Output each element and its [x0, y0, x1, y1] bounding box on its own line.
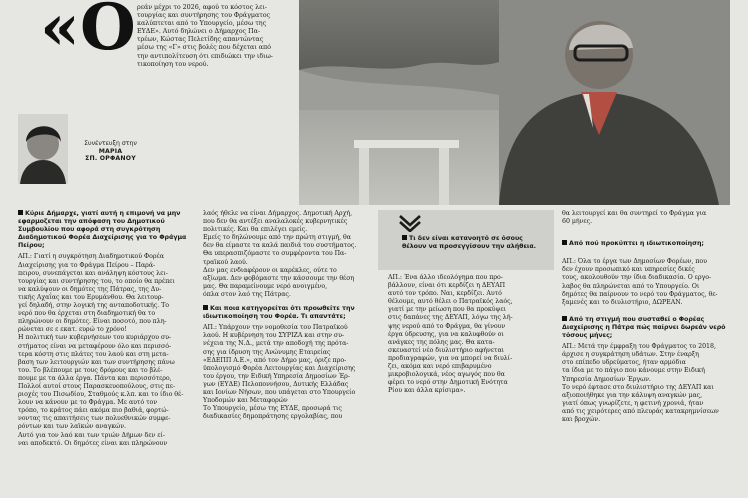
- answer-line: λαβος θα πληρώνεται από το Υπουργείο. Οι: [562, 282, 700, 290]
- answer-line: ΑΠ.: Ένα άλλο ιδεολόγημα που προ-: [388, 274, 503, 281]
- byline-name: ΜΑΡΙΑ: [98, 147, 123, 155]
- mayor-photo: [299, 0, 730, 205]
- square-bullet-icon: [203, 305, 208, 310]
- square-bullet-icon: [562, 316, 567, 321]
- byline-label: Συνέντευξη στην: [84, 140, 137, 147]
- answer-line: ΑΠ.: Όλα το έργα των Δημοσίων Φορέων, που: [562, 258, 707, 266]
- byline: [73, 140, 148, 163]
- answer-line: λουν να κάνουν με το Φράγμα. Με αυτό τον: [18, 399, 158, 407]
- answer-line: προδιαγραφών, για να μπορεί να διυλί-: [388, 354, 513, 362]
- answer-line: νέχεια της Ν.Δ., μετά την αποδοχή της πρότα-: [203, 340, 349, 348]
- answer-line: Εμείς το δηλώνουμε από την πρώτη στιγμή, θα: [203, 234, 351, 242]
- answer-line: διαδικασίες δημοπράτησης εργολαβίας, που: [203, 413, 343, 421]
- answer-line: και Ιονίων Νήσων, που υπάγεται στο Υπουργείο: [203, 388, 356, 396]
- answer-line: σης για ίδρυση της Ανώνυμης Εταιρείας: [203, 348, 331, 356]
- answer-line: Το Υπουργείο, μέσω της ΕΥΔΕ, προσωρά τις: [203, 405, 342, 413]
- highlight-question-box: [378, 210, 554, 270]
- answer-1: [18, 253, 196, 447]
- answer-5: [562, 343, 740, 424]
- answer-line: αυτό τον τρόπο. Ναι, κερδίζει. Αυτό: [388, 290, 502, 298]
- answer-line: γιατί όπως γνωρίζετε, η φετινή χρονιά, ήταν: [562, 399, 704, 407]
- answer-line: τους, ακολουθούν την ίδια διαδικασία. Ο εργο-: [562, 274, 712, 282]
- answer-line: Δεν μας ενδιαφέρουν οι καρέκλες, ούτε το: [203, 266, 337, 274]
- answer-line: να καλύψουν οι δημότες της Πάτρας, της Δυ-: [18, 285, 162, 293]
- answer-line: Πολλοί αυτοί στους Παρασκευοπούλους, στις πε-: [18, 382, 176, 390]
- answer-line: ρόντων και των λαϊκών αναγκών.: [18, 423, 126, 431]
- answer-line: Αυτό για τον λαό και των τριών Δήμων δεν εί-: [18, 431, 165, 439]
- answer-line: μας. Θα παραμείνουμε νερό ανοιγμένο,: [203, 282, 328, 290]
- answer-line: 60 μήνες.: [562, 218, 593, 226]
- answer-line: όπλα στον λαό της Πάτρας.: [203, 290, 291, 298]
- answer-line: πειρου, συνεπάγεται και ανάληψη κόστους λει-: [18, 269, 168, 277]
- answer-line: ϋπολογισμό Φορέα Λειτουργίας και Διαχείρισης: [203, 364, 356, 372]
- question-4: Από πού προκύπτει η ιδιωτικοποίηση;: [562, 240, 740, 248]
- intro-line: καλύπτεται από το Υπουργείο, μέσω της: [137, 19, 267, 28]
- answer-line: από τις χειρότερες από πλευράς κατακρημνίσεων: [562, 407, 719, 415]
- column-1: [18, 210, 196, 448]
- question-2: Και ποια κατηγορείται ότι προωθείτε την ιδιωτικοποίηση του Φορέα. Τι απαντάτε;: [203, 305, 355, 321]
- answer-line: έργα ύδρευσης, για να καλυφθούν οι: [388, 330, 504, 338]
- answer-line: του έργου, την Ειδική Υπηρεσία Δημοσίων Έρ-: [203, 372, 350, 380]
- answer-line: Ρίου και άλλα κρίσιμα».: [388, 387, 466, 395]
- answer-line: τερα κόστη στις πλάτες του λαού και στη μετα-: [18, 350, 169, 358]
- chevron-down-icon: [398, 214, 422, 232]
- answer-line: ρώνεται σε ε εκατ. ευρώ το χρόνο!: [18, 326, 127, 334]
- answer-line: και βροχών.: [562, 415, 601, 423]
- square-bullet-icon: [402, 235, 407, 240]
- answer-line: στήματος είναι να μεταφέρουν όλο και περισσό-: [18, 342, 172, 350]
- answer-line: τα ίδια με το πάγιο που κάνουμε στην Ειδική: [562, 367, 705, 375]
- answer-line: ριοχές του Πισωδίου, Σταθμούς κ.λπ. και το ίδιο θέ-: [18, 391, 184, 399]
- answer-line: φέρει το νερό στην Δημοτική Ενότητα: [388, 379, 508, 387]
- question-3: Τι δεν είναι κατανοητό σε όσους θέλουν να προσεγγίσουν την αλήθεια.: [402, 235, 536, 251]
- answer-line: γων (ΕΥΔΕ) Πελοποννήσου, Δυτικής Ελλάδας: [203, 380, 349, 388]
- answer-line: τρόπο, το κράτος πάει ακόμα πιο βαθιά, φορτώ-: [18, 407, 169, 415]
- answer-line: ξαμενές και το διυλιστήριο, ΔΩΡΕΑΝ.: [562, 298, 683, 306]
- answer-line: τραϊκού λαού.: [203, 258, 248, 266]
- question-5: Από τη στιγμή που συσταθεί ο Φορέας Διαχείρισης η Πάτρα πώς παίρνει δωρεάν νερό τόσους μήνες;: [562, 315, 726, 340]
- answer-continued: [562, 210, 740, 226]
- answer-line: δεν θα είμαστε τα καλά παιδιά του συστήματος.: [203, 242, 357, 250]
- answer-line: πληρώνουν οι δημότες. Είναι ποσοτό, που πλη-: [18, 318, 167, 326]
- answer-line: τουργίας και συντήρησης του, το οποίο θα πρέπει: [18, 277, 175, 285]
- answer-line: λαού. Η κυβέρνηση του ΣΥΡΙΖΑ και στην συ-: [203, 332, 345, 340]
- intro-paragraph: [137, 3, 295, 68]
- answer-line: Η πολιτική των κυβερνήσεων του κυριάρχου συ-: [18, 334, 171, 342]
- answer-line: βαση των λειτουργιών και των συντήρησης πάνω: [18, 358, 175, 366]
- square-bullet-icon: [18, 210, 23, 215]
- answer-4: [562, 258, 740, 307]
- byline-surname: ΣΠ. ΟΡΦΑΝΟΥ: [85, 155, 136, 163]
- square-bullet-icon: [562, 240, 567, 245]
- answer-line: ζει, ακόμα και νερό επιβαρυμένο: [388, 363, 492, 371]
- column-2: [203, 210, 371, 421]
- answer-line: αξιοποιήθηκε για την κάλυψη αναγκών μας,: [562, 391, 703, 399]
- question-1: Κύριε Δήμαρχε, γιατί αυτή η επιμονή να μην εφαρμοζεται την απόφαση του Δημοτικού Συμβουλίου που αφορά στη συγκρότηση Διαδημοτικού Φορέα Διαχείρισης για το Φράγμα Πείρου;: [18, 210, 187, 250]
- intro-line: τρέων, Κώστας Πελετίδης απαντώντας: [137, 35, 264, 44]
- answer-line: λαός ήθελε να είναι Δήμαρχος. Δημοτική Αρχή,: [203, 210, 353, 217]
- answer-line: Διαχείρισης για το Φράγμα Πείρου – Παρά-: [18, 261, 156, 269]
- intro-line: ΕΥΔΕ». Αυτό δηλώνει ο Δήμαρχος Πα-: [137, 27, 260, 36]
- opening-quote-mark: «Ο: [40, 0, 136, 65]
- answer-continued: [203, 210, 371, 299]
- answer-line: τικής Αχαΐας και του Ερυμάνθου. Θα λειτουρ-: [18, 293, 164, 301]
- intro-line: τικοποίηση του νερού.: [137, 59, 209, 68]
- intro-line: την αντιπολίτευση ότι επιδιώκει την ιδιω-: [137, 51, 273, 60]
- mayor-photo-illustration: [299, 0, 730, 205]
- answer-line: μικροβιολογικά, νέος αγωγός που θα: [388, 371, 505, 379]
- answer-line: στο επίπεδο υδρεύματος, ήταν αρμόδια: [562, 359, 686, 367]
- answer-line: του. Το βλέπουμε με τους δρόμους και το βλέ-: [18, 366, 163, 374]
- answer-line: Υποδομών και Μεταφορών: [203, 397, 288, 405]
- answer-line: «ΕΔΕΠΠ Α.Ε.», από τον Δήμο μας, όριζε προ-: [203, 356, 347, 364]
- answer-line: θα λειτουργεί και θα συντηρεί το Φράγμα για: [562, 210, 707, 217]
- column-4: [562, 210, 740, 424]
- answer-line: γεί δηλαδή, στην λογική της ανταποδοτικής. Το: [18, 302, 170, 310]
- answer-line: ναι αποδεκτό. Οι δημότες είναι και πληρώνουν: [18, 439, 168, 447]
- answer-line: ΑΠ.: Υπάρχουν την νομοθεσία του Πατραϊκού: [203, 324, 348, 332]
- answer-line: σκευαστεί νέο διυλιστήριο αφήνεται: [388, 346, 505, 354]
- answer-line: άρχισε η συγκράτηση υδάτων. Στην έναρξη: [562, 351, 699, 359]
- answer-line: Υπηρεσία Δημοσίων Έργων.: [562, 375, 651, 383]
- answer-line: γιατί με την μείωση που θα προκύψει: [388, 306, 507, 314]
- answer-line: ανάγκες της πόλης μας. Θα κατα-: [388, 338, 495, 346]
- answer-line: νερό που θα έρχεται στη διαδημοτική θα το: [18, 310, 156, 318]
- answer-line: βάλλουν, είναι ότι κερδίζει η ΔΕΥΑΠ: [388, 282, 506, 290]
- answer-line: ψης νερού από το Φράγμα, θα γίνουν: [388, 322, 506, 330]
- answer-line: αξίωμα. Δεν φοβόμαστε την κάσσουμε την θέση: [203, 274, 355, 282]
- intro-line: μέσω της «Γ» στις βολές που δέχεται από: [137, 43, 271, 52]
- answer-line: θέλουμε, αυτό θέλει ο Πατραϊκός λαός,: [388, 298, 513, 306]
- answer-line: δεν έχουν προσωπικό και υπηρεσίες δικές: [562, 266, 695, 274]
- answer-line: πουμε με τα άλλα έργα. Πάντα και περισσότερο,: [18, 374, 172, 382]
- intro-line: ρεάν μέχρι το 2026, αφού το κόστος λει-: [137, 3, 267, 11]
- answer-line: πολιτικές. Και θα επιλέγει εμείς.: [203, 226, 308, 234]
- answer-line: Θα υπερασπιζόμαστε το συμφέροντα του Πα-: [203, 250, 347, 258]
- answer-line: δημότες θα παίρνουν το νερό του Φράγματος, θε-: [562, 290, 718, 298]
- answer-line: που δεν θα αντέξει αναλαλοκές κυβερνητικές: [203, 218, 348, 226]
- answer-line: στις δαπάνες της ΔΕΥΑΠ, λόγω της λή-: [388, 314, 513, 322]
- journalist-avatar: [18, 114, 68, 184]
- answer-line: ΑΠ.: Μετά την έμφραξη του Φράγματος το 2018,: [562, 343, 716, 351]
- answer-line: ΑΠ.: Γιατί η συγκρότηση Διαδημοτικού Φορέα: [18, 253, 164, 261]
- answer-3: [388, 274, 548, 395]
- answer-2: [203, 324, 371, 421]
- answer-line: Το νερό έφτασε στο διυλιστήριο της ΔΕΥΑΠ και: [562, 383, 714, 391]
- intro-line: τουργίας και συντήρησης του Φράγματος: [137, 11, 271, 20]
- answer-line: νοντας τις απαιτήσεις των πολυεθνικών συμφε-: [18, 415, 171, 423]
